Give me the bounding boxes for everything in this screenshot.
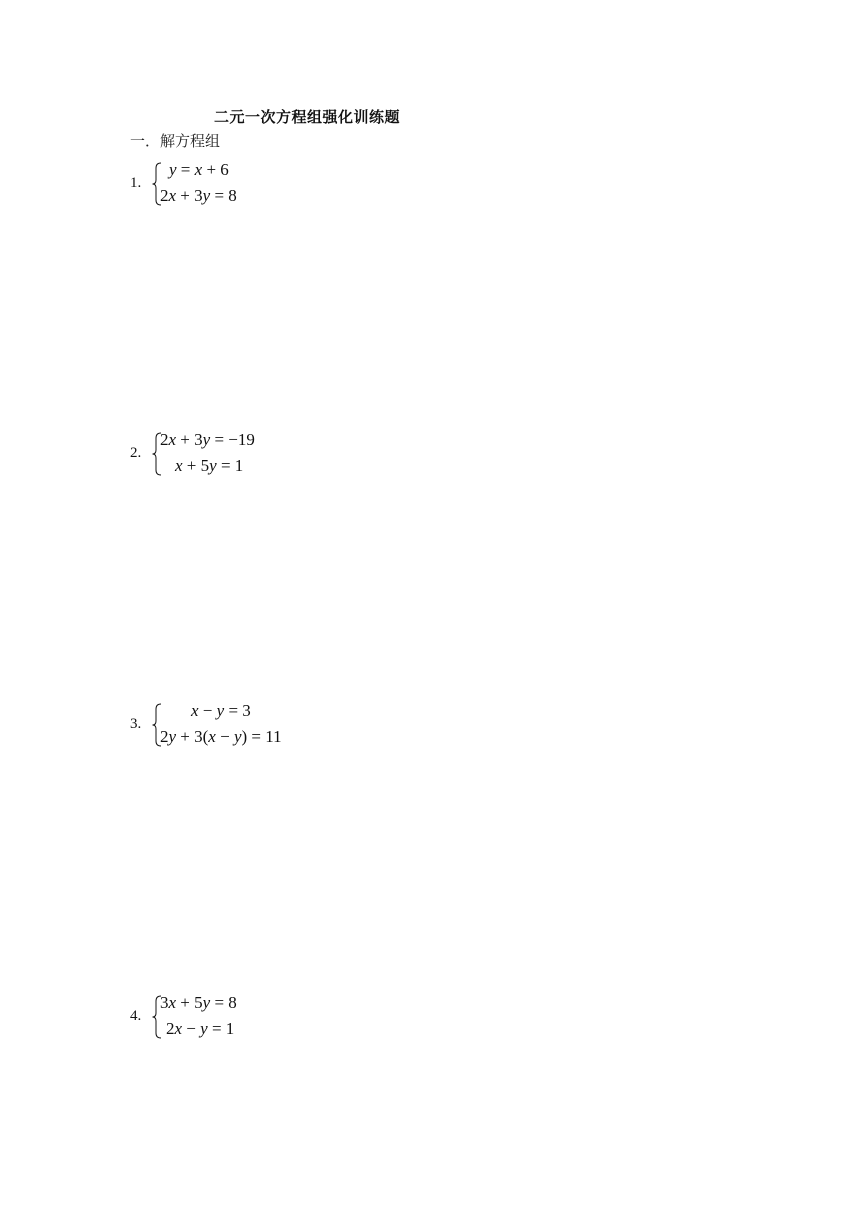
equation-1: x − y = 3 — [191, 701, 251, 720]
page-title: 二元一次方程组强化训练题 — [214, 108, 401, 126]
problem-number: 2. — [130, 445, 142, 461]
equation-2: 2x + 3y = 8 — [160, 186, 237, 205]
problem-number: 4. — [130, 1008, 142, 1024]
section-heading: 一．解方程组 — [130, 132, 221, 150]
equation-1: y = x + 6 — [169, 160, 229, 179]
equation-2: 2y + 3(x − y) = 11 — [160, 727, 282, 746]
problem-number: 3. — [130, 716, 142, 732]
equation-1: 3x + 5y = 8 — [160, 993, 237, 1012]
problem-number: 1. — [130, 175, 142, 191]
equation-2: x + 5y = 1 — [175, 456, 244, 475]
equation-1: 2x + 3y = −19 — [160, 430, 255, 449]
equation-2: 2x − y = 1 — [166, 1019, 235, 1038]
